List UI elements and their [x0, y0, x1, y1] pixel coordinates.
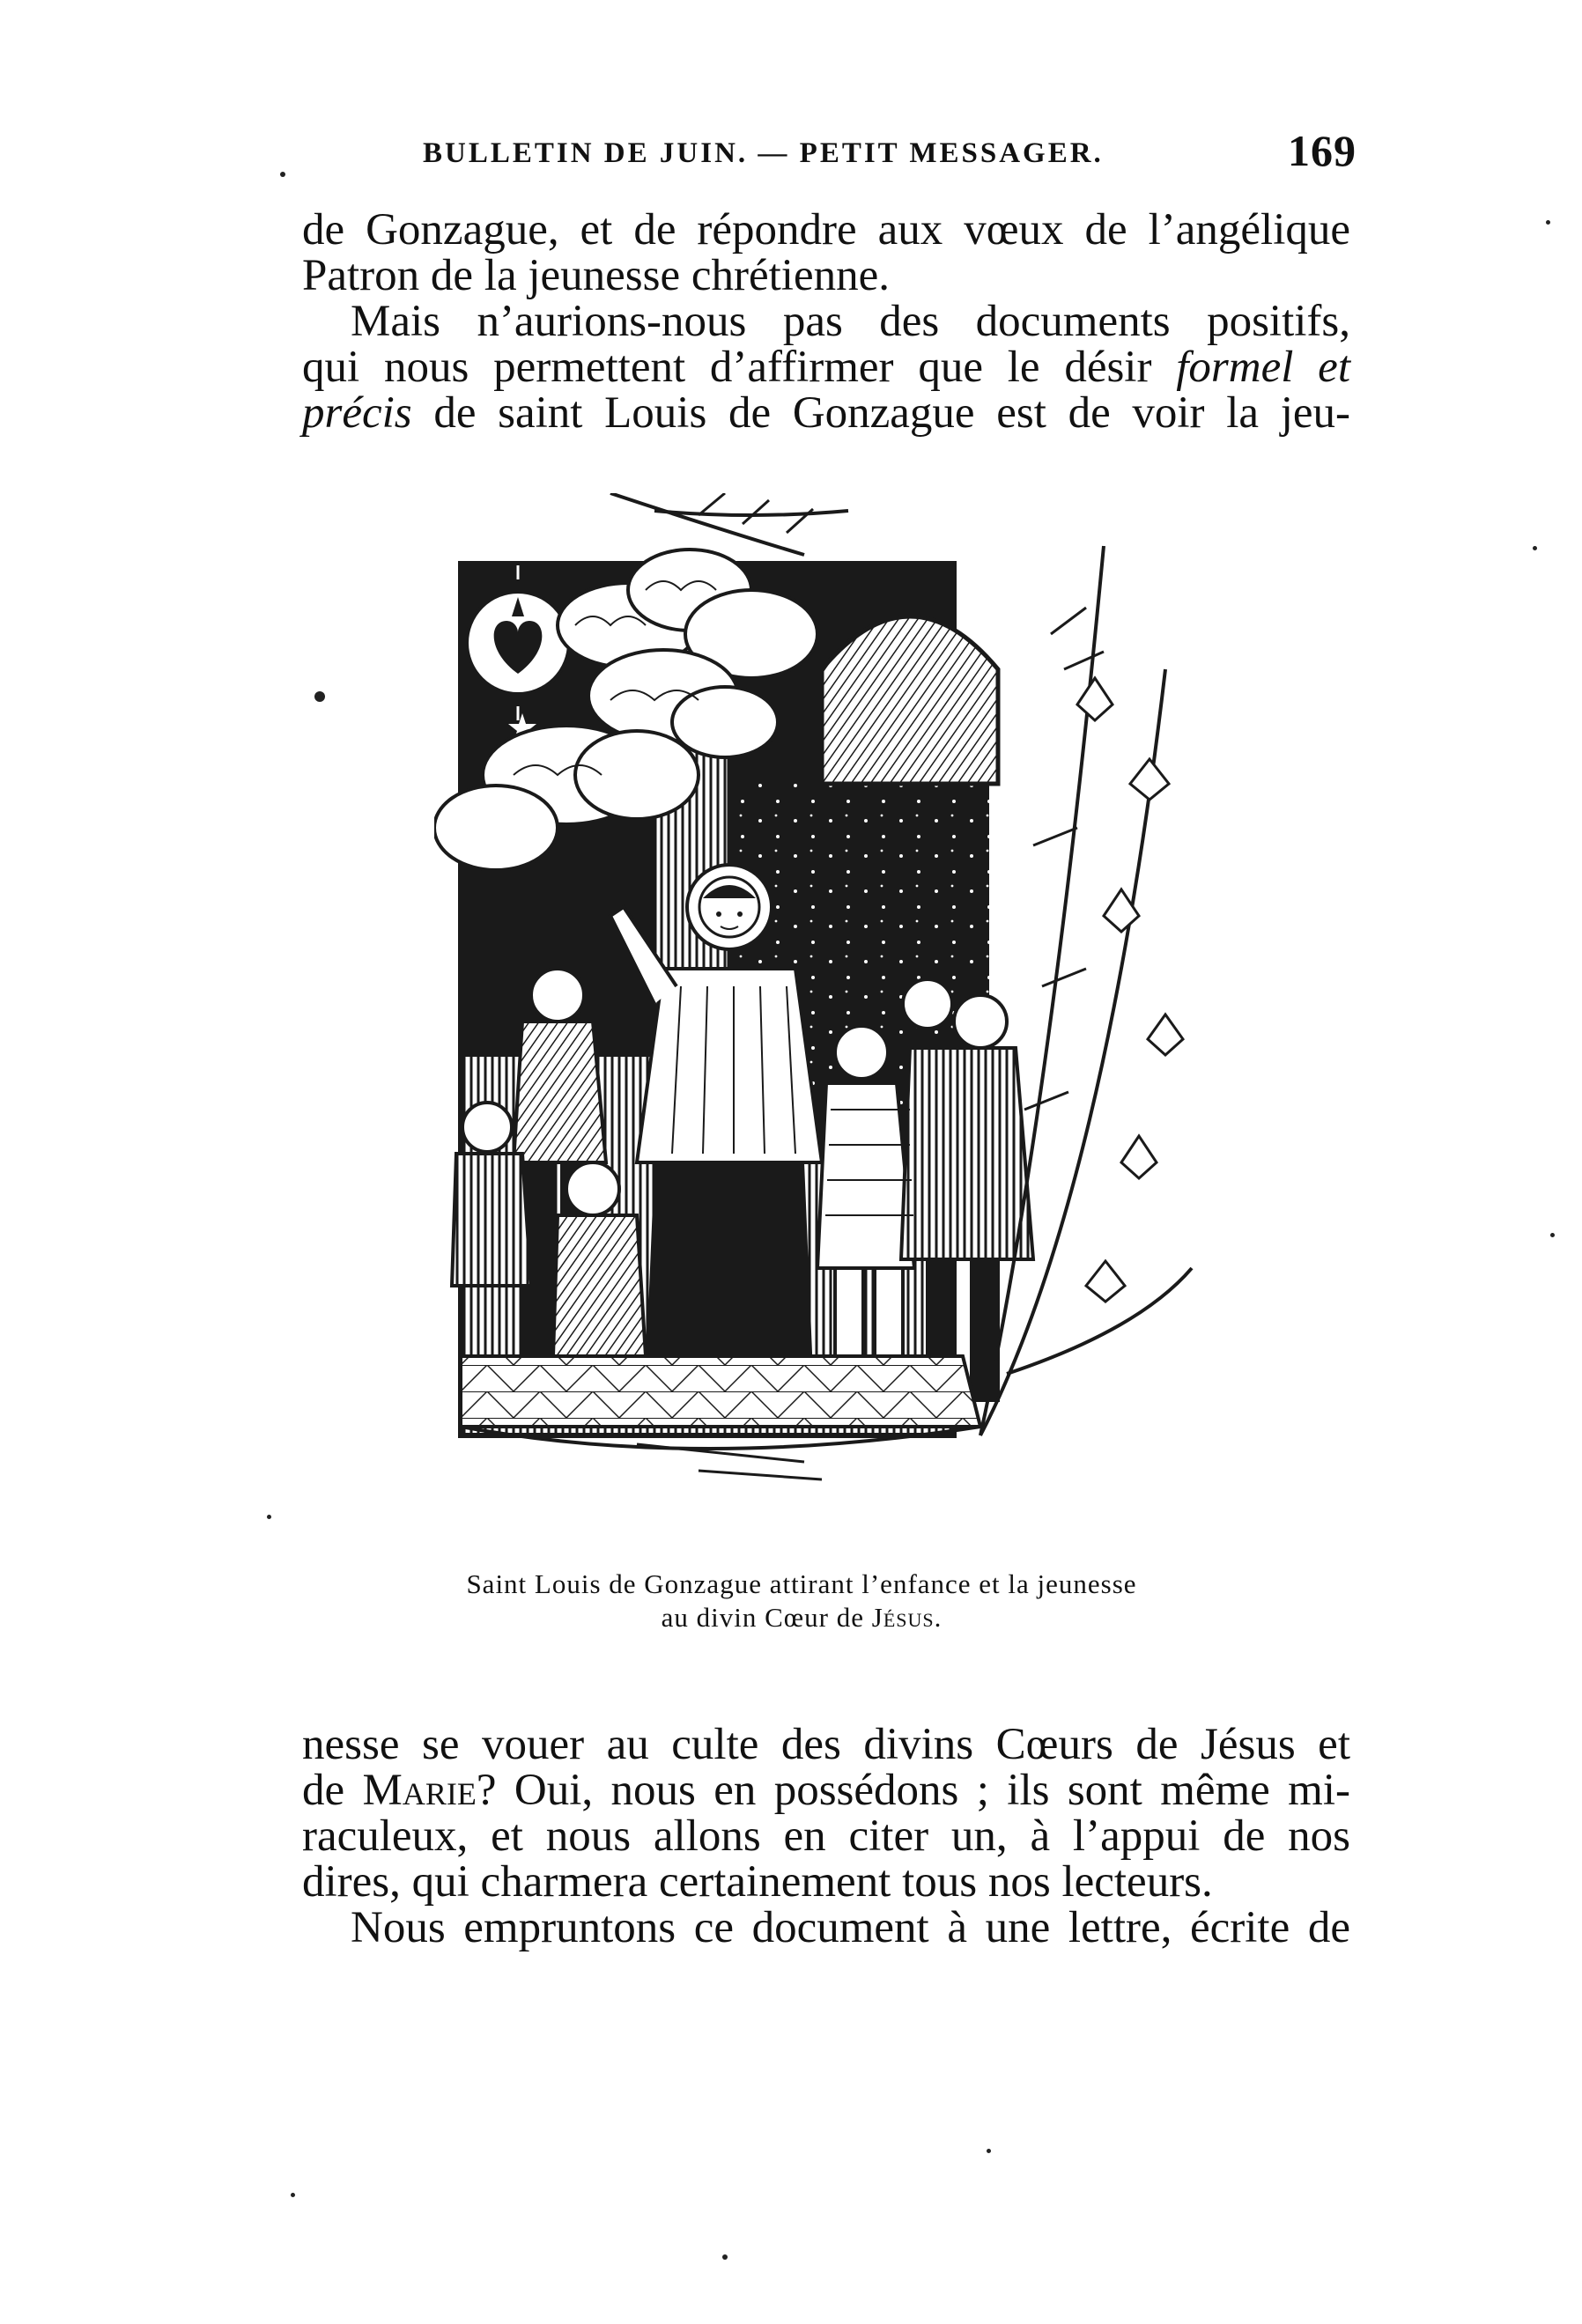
- scan-speck: [987, 2149, 991, 2153]
- scan-speck: [267, 1515, 271, 1519]
- emphasis: précis: [302, 388, 412, 438]
- text-segment: qui nous permettent d’affirmer que le désir: [302, 343, 1152, 392]
- caption-line: Saint Louis de Gonzague attirant l’enfance et la jeunesse: [466, 1568, 1137, 1599]
- text-line: [302, 344, 1350, 390]
- scan-speck: [291, 2193, 295, 2197]
- engraving-svg: [434, 493, 1209, 1532]
- text-block-bottom: [302, 1722, 1350, 1951]
- text-line: de Gonzague, et de répondre aux vœux de l’angélique: [302, 205, 1350, 255]
- text-block-top: [302, 207, 1350, 436]
- caption-segment: au divin Cœur de: [661, 1602, 864, 1633]
- running-title: BULLETIN DE JUIN. — PETIT MESSAGER.: [423, 137, 1104, 169]
- scan-speck: [722, 2254, 728, 2260]
- text-line: Nous empruntons ce document à une lettre, écrite de: [351, 1903, 1350, 1952]
- text-line: dires, qui charmera certainement tous nos lecteurs.: [302, 1857, 1213, 1907]
- caption-name: Jésus.: [871, 1602, 943, 1633]
- scan-speck: [280, 172, 285, 177]
- text-segment: de saint Louis de Gonzague est de voir la jeu-: [433, 388, 1350, 438]
- text-line: [302, 1767, 1350, 1813]
- caption-line: [335, 1601, 1268, 1634]
- scan-speck: [1550, 1233, 1555, 1237]
- text-segment: de: [302, 1766, 345, 1815]
- text-line: [302, 390, 1350, 436]
- running-header: [423, 125, 1357, 178]
- scan-speck: [1533, 546, 1537, 550]
- figure-caption: [335, 1568, 1268, 1634]
- engraving-illustration: [434, 493, 1209, 1532]
- page-number: 169: [1288, 126, 1357, 175]
- name-smallcaps: Marie: [362, 1766, 477, 1815]
- text-line: nesse se vouer au culte des divins Cœurs de Jésus et: [302, 1720, 1350, 1769]
- text-line: raculeux, et nous allons en citer un, à l’appui de nos: [302, 1811, 1350, 1861]
- text-line: Mais n’aurions-nous pas des documents positifs,: [351, 297, 1350, 346]
- text-segment: ? Oui, nous en possédons ; ils sont même mi-: [476, 1766, 1351, 1815]
- text-line: Patron de la jeunesse chrétienne.: [302, 251, 890, 300]
- scan-speck: [314, 691, 325, 702]
- scan-speck: [1546, 220, 1550, 225]
- emphasis: formel et: [1176, 343, 1350, 392]
